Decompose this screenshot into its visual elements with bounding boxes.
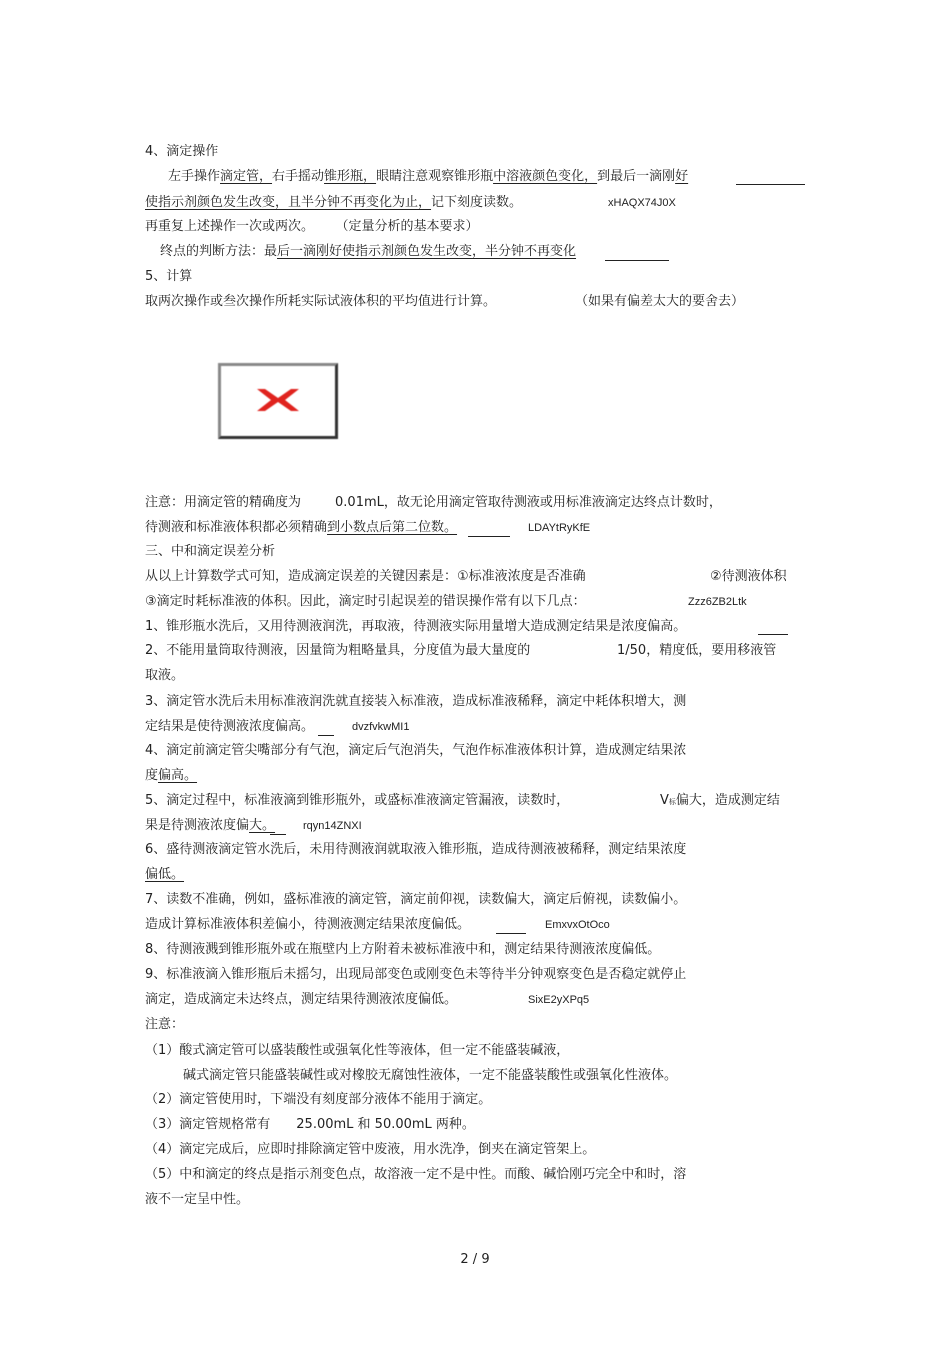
error-item-8: 8、待测液溅到锥形瓶外或在瓶壁内上方附着未被标准液中和，测定结果待测液浓度偏低。: [145, 942, 661, 957]
note-1-line-1: 注意：用滴定管的精确度为 0.01mL，故无论用滴定管取待测液或用标准液滴定达终点计数时，: [145, 495, 722, 510]
section-4-heading: 4、滴定操作: [145, 144, 219, 159]
error-analysis-heading: 三、中和滴定误差分析: [145, 544, 276, 559]
error-item-4: 4、滴定前滴定管尖嘴部分有气泡，滴定后气泡消失，气泡作标准液体积计算，造成测定结果浓: [145, 743, 687, 758]
error-item-2: 2、不能用量筒取待测液，因量筒为粗略量具，分度值为最大量度的: [145, 643, 531, 658]
error-item-9b: 滴定，造成滴定未达终点，测定结果待测液浓度偏低。: [145, 992, 458, 1007]
note-2-item-4: （4）滴定完成后，应即时排除滴定管中废液，用水洗净，倒夹在滴定管架上。: [145, 1142, 596, 1157]
error-factors-line-1b: ②待测液体积: [710, 569, 787, 584]
section-4-para-2: 使指示剂颜色发生改变，且半分钟不再变化为止，记下刻度读数。: [145, 195, 523, 210]
broken-image: [218, 363, 338, 439]
underline-blank: [605, 260, 669, 261]
watermark-code: rqyn14ZNXI: [303, 820, 362, 832]
endpoint-judgment: 终点的判断方法：最后一滴刚好使指示剂颜色发生改变，半分钟不再变化: [160, 244, 577, 259]
watermark-code: Zzz6ZB2Ltk: [688, 596, 747, 608]
section-4-para-3: 再重复上述操作一次或两次。 （定量分析的基本要求）: [145, 219, 479, 234]
underline-blank: [758, 634, 788, 635]
watermark-code: xHAQX74J0X: [608, 197, 676, 209]
error-factors-line-2: ③滴定时耗标准液的体积。因此，滴定时引起误差的错误操作常有以下几点：: [145, 594, 586, 609]
error-item-3: 3、滴定管水洗后未用标准液润洗就直接装入标准液，造成标准液稀释，滴定中耗体积增大，测: [145, 694, 687, 709]
red-x-mark: [257, 389, 299, 411]
watermark-code: dvzfvkwMI1: [352, 721, 410, 733]
error-item-4b: 度偏高。: [145, 768, 198, 783]
note-2-item-5: （5）中和滴定的终点是指示剂变色点，故溶液一定不是中性。而酸、碱恰刚巧完全中和时，溶: [145, 1167, 687, 1182]
error-factors-line-1: 从以上计算数学式可知，造成滴定误差的关键因素是：①标准液浓度是否准确: [145, 569, 586, 584]
underline-blank: [270, 834, 286, 835]
error-item-7: 7、读数不准确，例如，盛标准液的滴定管，滴定前仰视，读数偏大，滴定后俯视，读数偏小。: [145, 892, 687, 907]
error-item-9: 9、标准液滴入锥形瓶后未摇匀，出现局部变色或刚变色未等待半分钟观察变色是否稳定就停止: [145, 967, 687, 982]
section-4-para-1: 左手操作滴定管，右手摇动锥形瓶，眼睛注意观察锥形瓶中溶液颜色变化，到最后一滴刚好: [168, 169, 689, 184]
underline-blank: [736, 184, 805, 185]
error-item-5c: 果是待测液浓度偏大。: [145, 818, 276, 833]
note-2-item-2: （2）滴定管使用时，下端没有刻度部分液体不能用于滴定。: [145, 1092, 492, 1107]
underline-blank: [496, 933, 526, 934]
underline-blank: [318, 735, 334, 736]
section-5-note: （如果有偏差太大的要舍去）: [575, 294, 745, 309]
error-item-6b: 偏低。: [145, 867, 185, 882]
error-item-5: 5、滴定过程中，标准液滴到锥形瓶外，或盛标准液滴定管漏液，读数时，: [145, 793, 570, 808]
watermark-code: SixE2yXPq5: [528, 994, 590, 1006]
note-2-item-1b: 碱式滴定管只能盛装碱性或对橡胶无腐蚀性液体，一定不能盛装酸性或强氧化性液体。: [183, 1068, 678, 1083]
error-item-2c: 取液。: [145, 668, 185, 683]
error-item-3b: 定结果是使待测液浓度偏高。: [145, 719, 315, 734]
error-item-2b: 1/50，精度低，要用移液管: [617, 643, 777, 658]
section-5-heading: 5、计算: [145, 269, 193, 284]
error-item-7b: 造成计算标准液体积差偏小，待测液测定结果浓度偏低。: [145, 917, 471, 932]
watermark-code: EmxvxOtOco: [545, 919, 610, 931]
note-2-item-5b: 液不一定呈中性。: [145, 1192, 250, 1207]
note-2-item-1: （1）酸式滴定管可以盛装酸性或强氧化性等液体，但一定不能盛装碱液，: [145, 1043, 570, 1058]
page-number: 2 / 9: [460, 1252, 490, 1267]
watermark-code: LDAYtRyKfE: [528, 522, 591, 534]
broken-image-icon: [221, 366, 335, 436]
error-item-1: 1、锥形瓶水洗后，又用待测液润洗，再取液，待测液实际用量增大造成测定结果是浓度偏高。: [145, 619, 687, 634]
note-2-item-3: （3）滴定管规格常有 25.00mL 和 50.00mL 两种。: [145, 1117, 475, 1132]
error-item-6: 6、盛待测液滴定管水洗后，未用待测液润就取液入锥形瓶，造成待测液被稀释，测定结果浓度: [145, 842, 687, 857]
section-5-para: 取两次操作或叁次操作所耗实际试液体积的平均值进行计算。: [145, 294, 497, 309]
note-1-line-2: 待测液和标准液体积都必须精确到小数点后第二位数。: [145, 520, 458, 535]
error-item-5b: V标偏大，造成测定结: [660, 793, 780, 808]
underline-blank: [468, 536, 510, 537]
note-2-heading: 注意：: [145, 1017, 185, 1032]
